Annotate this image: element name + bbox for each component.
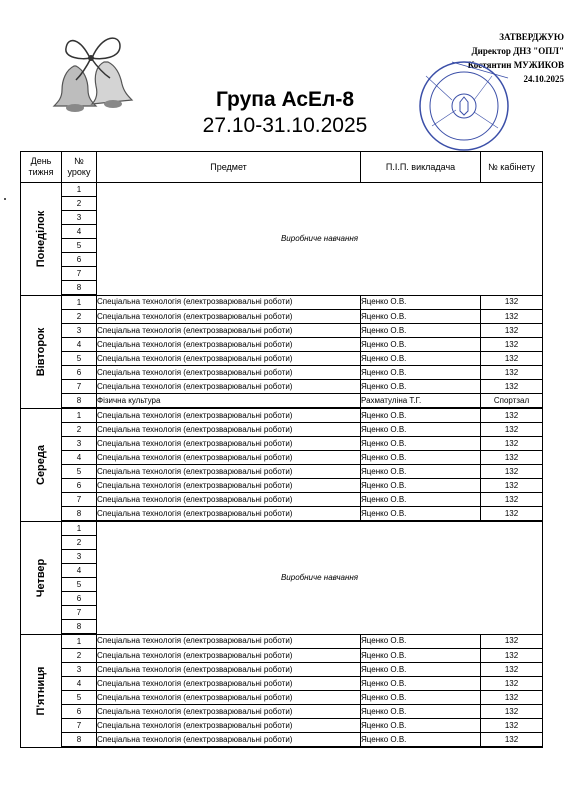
subject-cell: Спеціальна технологія (електрозварювальні роботи) [97, 719, 361, 733]
date-range: 27.10-31.10.2025 [202, 114, 368, 137]
lesson-number: 3 [62, 663, 97, 677]
subject-cell: Спеціальна технологія (електрозварювальні роботи) [97, 408, 361, 423]
lesson-number: 1 [62, 183, 97, 197]
subject-cell: Спеціальна технологія (електрозварювальні роботи) [97, 423, 361, 437]
room-cell: 132 [481, 465, 543, 479]
lesson-number: 5 [62, 239, 97, 253]
lesson-number: 6 [62, 592, 97, 606]
lesson-number: 3 [62, 550, 97, 564]
table-row [21, 649, 543, 663]
room-cell: 132 [481, 408, 543, 423]
teacher-cell: Рахматуліна Т.Г. [361, 394, 481, 409]
table-row [21, 493, 543, 507]
table-row [21, 677, 543, 691]
lesson-number: 5 [62, 691, 97, 705]
lesson-number: 7 [62, 606, 97, 620]
teacher-cell: Яценко О.В. [361, 507, 481, 522]
teacher-cell: Яценко О.В. [361, 437, 481, 451]
approval-line: ЗАТВЕРДЖУЮ [499, 32, 564, 42]
teacher-cell: Яценко О.В. [361, 691, 481, 705]
lesson-number: 4 [62, 338, 97, 352]
table-row [21, 705, 543, 719]
scan-speck [4, 198, 6, 200]
lesson-number: 8 [62, 733, 97, 748]
teacher-cell: Яценко О.В. [361, 338, 481, 352]
room-cell: 132 [481, 493, 543, 507]
room-cell: 132 [481, 338, 543, 352]
room-cell: 132 [481, 677, 543, 691]
room-cell: 132 [481, 719, 543, 733]
table-row [21, 437, 543, 451]
subject-cell: Спеціальна технологія (електрозварювальні роботи) [97, 479, 361, 493]
schedule-table [20, 151, 543, 748]
teacher-cell: Яценко О.В. [361, 408, 481, 423]
subject-cell: Спеціальна технологія (електрозварювальні роботи) [97, 465, 361, 479]
col-room: № кабінету [481, 152, 543, 183]
lesson-number: 8 [62, 620, 97, 635]
subject-cell: Спеціальна технологія (електрозварювальні роботи) [97, 649, 361, 663]
lesson-number: 5 [62, 578, 97, 592]
teacher-cell: Яценко О.В. [361, 649, 481, 663]
lesson-number: 6 [62, 366, 97, 380]
room-cell: Спортзал [481, 394, 543, 409]
room-cell: 132 [481, 423, 543, 437]
table-row [21, 183, 543, 197]
table-row [21, 733, 543, 748]
production-training-cell: Виробниче навчання [97, 521, 543, 634]
subject-cell: Спеціальна технологія (електрозварювальні роботи) [97, 677, 361, 691]
subject-cell: Спеціальна технологія (електрозварювальні роботи) [97, 507, 361, 522]
table-row [21, 338, 543, 352]
subject-cell: Спеціальна технологія (електрозварювальні роботи) [97, 663, 361, 677]
teacher-cell: Яценко О.В. [361, 380, 481, 394]
teacher-cell: Яценко О.В. [361, 493, 481, 507]
lesson-number: 6 [62, 253, 97, 267]
room-cell: 132 [481, 310, 543, 324]
day-cell [21, 521, 62, 634]
teacher-cell: Яценко О.В. [361, 465, 481, 479]
room-cell: 132 [481, 352, 543, 366]
teacher-cell: Яценко О.В. [361, 705, 481, 719]
subject-cell: Фізична культура [97, 394, 361, 409]
lesson-number: 2 [62, 310, 97, 324]
table-row [21, 366, 543, 380]
lesson-number: 2 [62, 423, 97, 437]
subject-cell: Спеціальна технологія (електрозварювальні роботи) [97, 310, 361, 324]
col-teacher: П.І.П. викладача [361, 152, 481, 183]
lesson-number: 1 [62, 521, 97, 536]
teacher-cell: Яценко О.В. [361, 295, 481, 310]
room-cell: 132 [481, 705, 543, 719]
subject-cell: Спеціальна технологія (електрозварювальні роботи) [97, 295, 361, 310]
lesson-number: 5 [62, 352, 97, 366]
lesson-number: 7 [62, 380, 97, 394]
teacher-cell: Яценко О.В. [361, 733, 481, 748]
table-row [21, 663, 543, 677]
room-cell: 132 [481, 437, 543, 451]
day-cell [21, 295, 62, 408]
table-row [21, 380, 543, 394]
teacher-cell: Яценко О.В. [361, 634, 481, 649]
teacher-cell: Яценко О.В. [361, 310, 481, 324]
room-cell: 132 [481, 507, 543, 522]
room-cell: 132 [481, 691, 543, 705]
table-row [21, 408, 543, 423]
approval-line: 24.10.2025 [523, 74, 564, 84]
teacher-cell: Яценко О.В. [361, 423, 481, 437]
lesson-number: 8 [62, 394, 97, 409]
room-cell: 132 [481, 733, 543, 748]
lesson-number: 4 [62, 677, 97, 691]
day-cell [21, 634, 62, 747]
subject-cell: Спеціальна технологія (електрозварювальні роботи) [97, 733, 361, 748]
table-row [21, 423, 543, 437]
bells-icon [40, 28, 150, 118]
lesson-number: 4 [62, 564, 97, 578]
room-cell: 132 [481, 451, 543, 465]
day-cell [21, 408, 62, 521]
col-subject: Предмет [97, 152, 361, 183]
approval-line: Директор ДНЗ "ОПЛ" [471, 46, 564, 56]
approval-line: Костянтин МУЖИКОВ [467, 60, 564, 70]
teacher-cell: Яценко О.В. [361, 663, 481, 677]
table-row [21, 451, 543, 465]
teacher-cell: Яценко О.В. [361, 479, 481, 493]
day-name: Середа [35, 444, 47, 485]
table-row [21, 691, 543, 705]
table-row [21, 324, 543, 338]
subject-cell: Спеціальна технологія (електрозварювальні роботи) [97, 324, 361, 338]
subject-cell: Спеціальна технологія (електрозварювальні роботи) [97, 352, 361, 366]
teacher-cell: Яценко О.В. [361, 677, 481, 691]
subject-cell: Спеціальна технологія (електрозварювальні роботи) [97, 437, 361, 451]
room-cell: 132 [481, 380, 543, 394]
room-cell: 132 [481, 366, 543, 380]
lesson-number: 2 [62, 649, 97, 663]
day-name: Понеділок [35, 210, 47, 267]
room-cell: 132 [481, 663, 543, 677]
table-row [21, 479, 543, 493]
table-row [21, 295, 543, 310]
lesson-number: 6 [62, 705, 97, 719]
lesson-number: 4 [62, 225, 97, 239]
subject-cell: Спеціальна технологія (електрозварювальні роботи) [97, 338, 361, 352]
lesson-number: 1 [62, 295, 97, 310]
table-row [21, 310, 543, 324]
lesson-number: 2 [62, 536, 97, 550]
room-cell: 132 [481, 634, 543, 649]
stamp-icon [412, 56, 522, 156]
subject-cell: Спеціальна технологія (електрозварювальні роботи) [97, 380, 361, 394]
lesson-number: 7 [62, 267, 97, 281]
table-row [21, 394, 543, 409]
table-row [21, 465, 543, 479]
table-row [21, 507, 543, 522]
teacher-cell: Яценко О.В. [361, 352, 481, 366]
lesson-number: 3 [62, 324, 97, 338]
table-row [21, 634, 543, 649]
lesson-number: 1 [62, 408, 97, 423]
subject-cell: Спеціальна технологія (електрозварювальні роботи) [97, 705, 361, 719]
teacher-cell: Яценко О.В. [361, 719, 481, 733]
col-day: День тижня [21, 152, 62, 183]
teacher-cell: Яценко О.В. [361, 366, 481, 380]
room-cell: 132 [481, 479, 543, 493]
production-training-cell: Виробниче навчання [97, 183, 543, 296]
day-name: П'ятниця [35, 666, 47, 715]
day-cell [21, 183, 62, 296]
subject-cell: Спеціальна технологія (електрозварювальні роботи) [97, 493, 361, 507]
day-name: Четвер [35, 558, 47, 597]
teacher-cell: Яценко О.В. [361, 324, 481, 338]
lesson-number: 5 [62, 465, 97, 479]
subject-cell: Спеціальна технологія (електрозварювальні роботи) [97, 366, 361, 380]
col-lesson-number: № уроку [62, 152, 97, 183]
lesson-number: 3 [62, 211, 97, 225]
subject-cell: Спеціальна технологія (електрозварювальні роботи) [97, 691, 361, 705]
table-row [21, 719, 543, 733]
teacher-cell: Яценко О.В. [361, 451, 481, 465]
lesson-number: 1 [62, 634, 97, 649]
lesson-number: 6 [62, 479, 97, 493]
room-cell: 132 [481, 649, 543, 663]
lesson-number: 4 [62, 451, 97, 465]
table-row [21, 521, 543, 536]
subject-cell: Спеціальна технологія (електрозварювальні роботи) [97, 634, 361, 649]
header-row [21, 152, 543, 183]
lesson-number: 7 [62, 493, 97, 507]
group-title: Група АсЕл-8 [215, 88, 355, 111]
lesson-number: 2 [62, 197, 97, 211]
lesson-number: 8 [62, 507, 97, 522]
lesson-number: 7 [62, 719, 97, 733]
lesson-number: 8 [62, 281, 97, 296]
lesson-number: 3 [62, 437, 97, 451]
table-row [21, 352, 543, 366]
subject-cell: Спеціальна технологія (електрозварювальні роботи) [97, 451, 361, 465]
room-cell: 132 [481, 295, 543, 310]
day-name: Вівторок [35, 327, 47, 376]
room-cell: 132 [481, 324, 543, 338]
